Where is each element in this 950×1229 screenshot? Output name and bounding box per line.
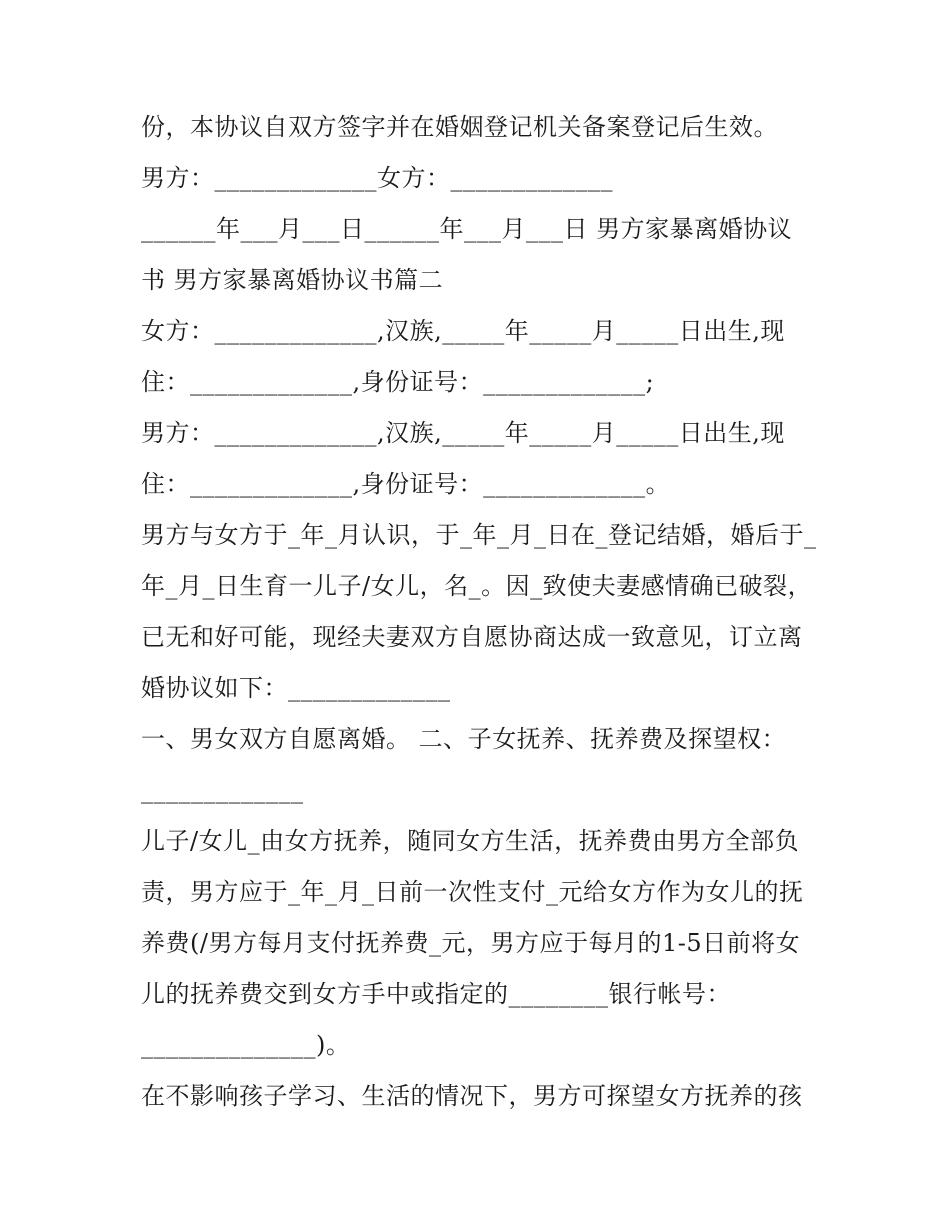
- text-line-4: 书 男方家暴离婚协议书篇二: [141, 266, 444, 294]
- text-line-10: 年_月_日生育一儿子/女儿，名_。因_致使夫妻感情确已破裂，: [141, 572, 813, 600]
- text-line-11: 已无和好可能，现经夫妻双方自愿协商达成一致意见，订立离: [141, 623, 803, 651]
- text-line-2: 男方：_____________女方：_____________: [141, 164, 613, 192]
- text-line-12: 婚协议如下：_____________: [141, 674, 451, 702]
- text-line-19: ______________)。: [141, 1031, 351, 1059]
- text-line-7: 男方：_____________,汉族,_____年_____月_____日出生,现: [141, 419, 785, 447]
- text-line-16: 责，男方应于_年_月_日前一次性支付_元给女方作为女儿的抚: [141, 878, 804, 906]
- text-line-3: ______年___月___日______年___月___日 男方家暴离婚协议: [141, 215, 793, 243]
- text-line-8: 住：_____________,身份证号：_____________。: [141, 470, 671, 498]
- text-line-17: 养费(/男方每月支付抚养费_元，男方应于每月的1-5日前将女: [141, 929, 801, 957]
- text-line-9: 男方与女方于_年_月认识，于_年_月_日在_登记结婚，婚后于_: [141, 521, 817, 549]
- text-line-20: 在不影响孩子学习、生活的情况下，男方可探望女方抚养的孩: [141, 1082, 803, 1110]
- text-line-14: _____________: [141, 776, 304, 804]
- text-line-18: 儿的抚养费交到女方手中或指定的________银行帐号：: [141, 980, 731, 1008]
- document-body: [141, 102, 841, 1122]
- text-line-1: 份，本协议自双方签字并在婚姻登记机关备案登记后生效。: [141, 113, 778, 141]
- text-line-5: 女方：_____________,汉族,_____年_____月_____日出生,现: [141, 317, 785, 345]
- text-line-6: 住：_____________,身份证号：_____________;: [141, 368, 655, 396]
- text-line-15: 儿子/女儿_由女方抚养，随同女方生活，抚养费由男方全部负: [141, 827, 800, 855]
- text-line-13: 一、男女双方自愿离婚。 二、子女抚养、抚养费及探望权：: [141, 725, 787, 753]
